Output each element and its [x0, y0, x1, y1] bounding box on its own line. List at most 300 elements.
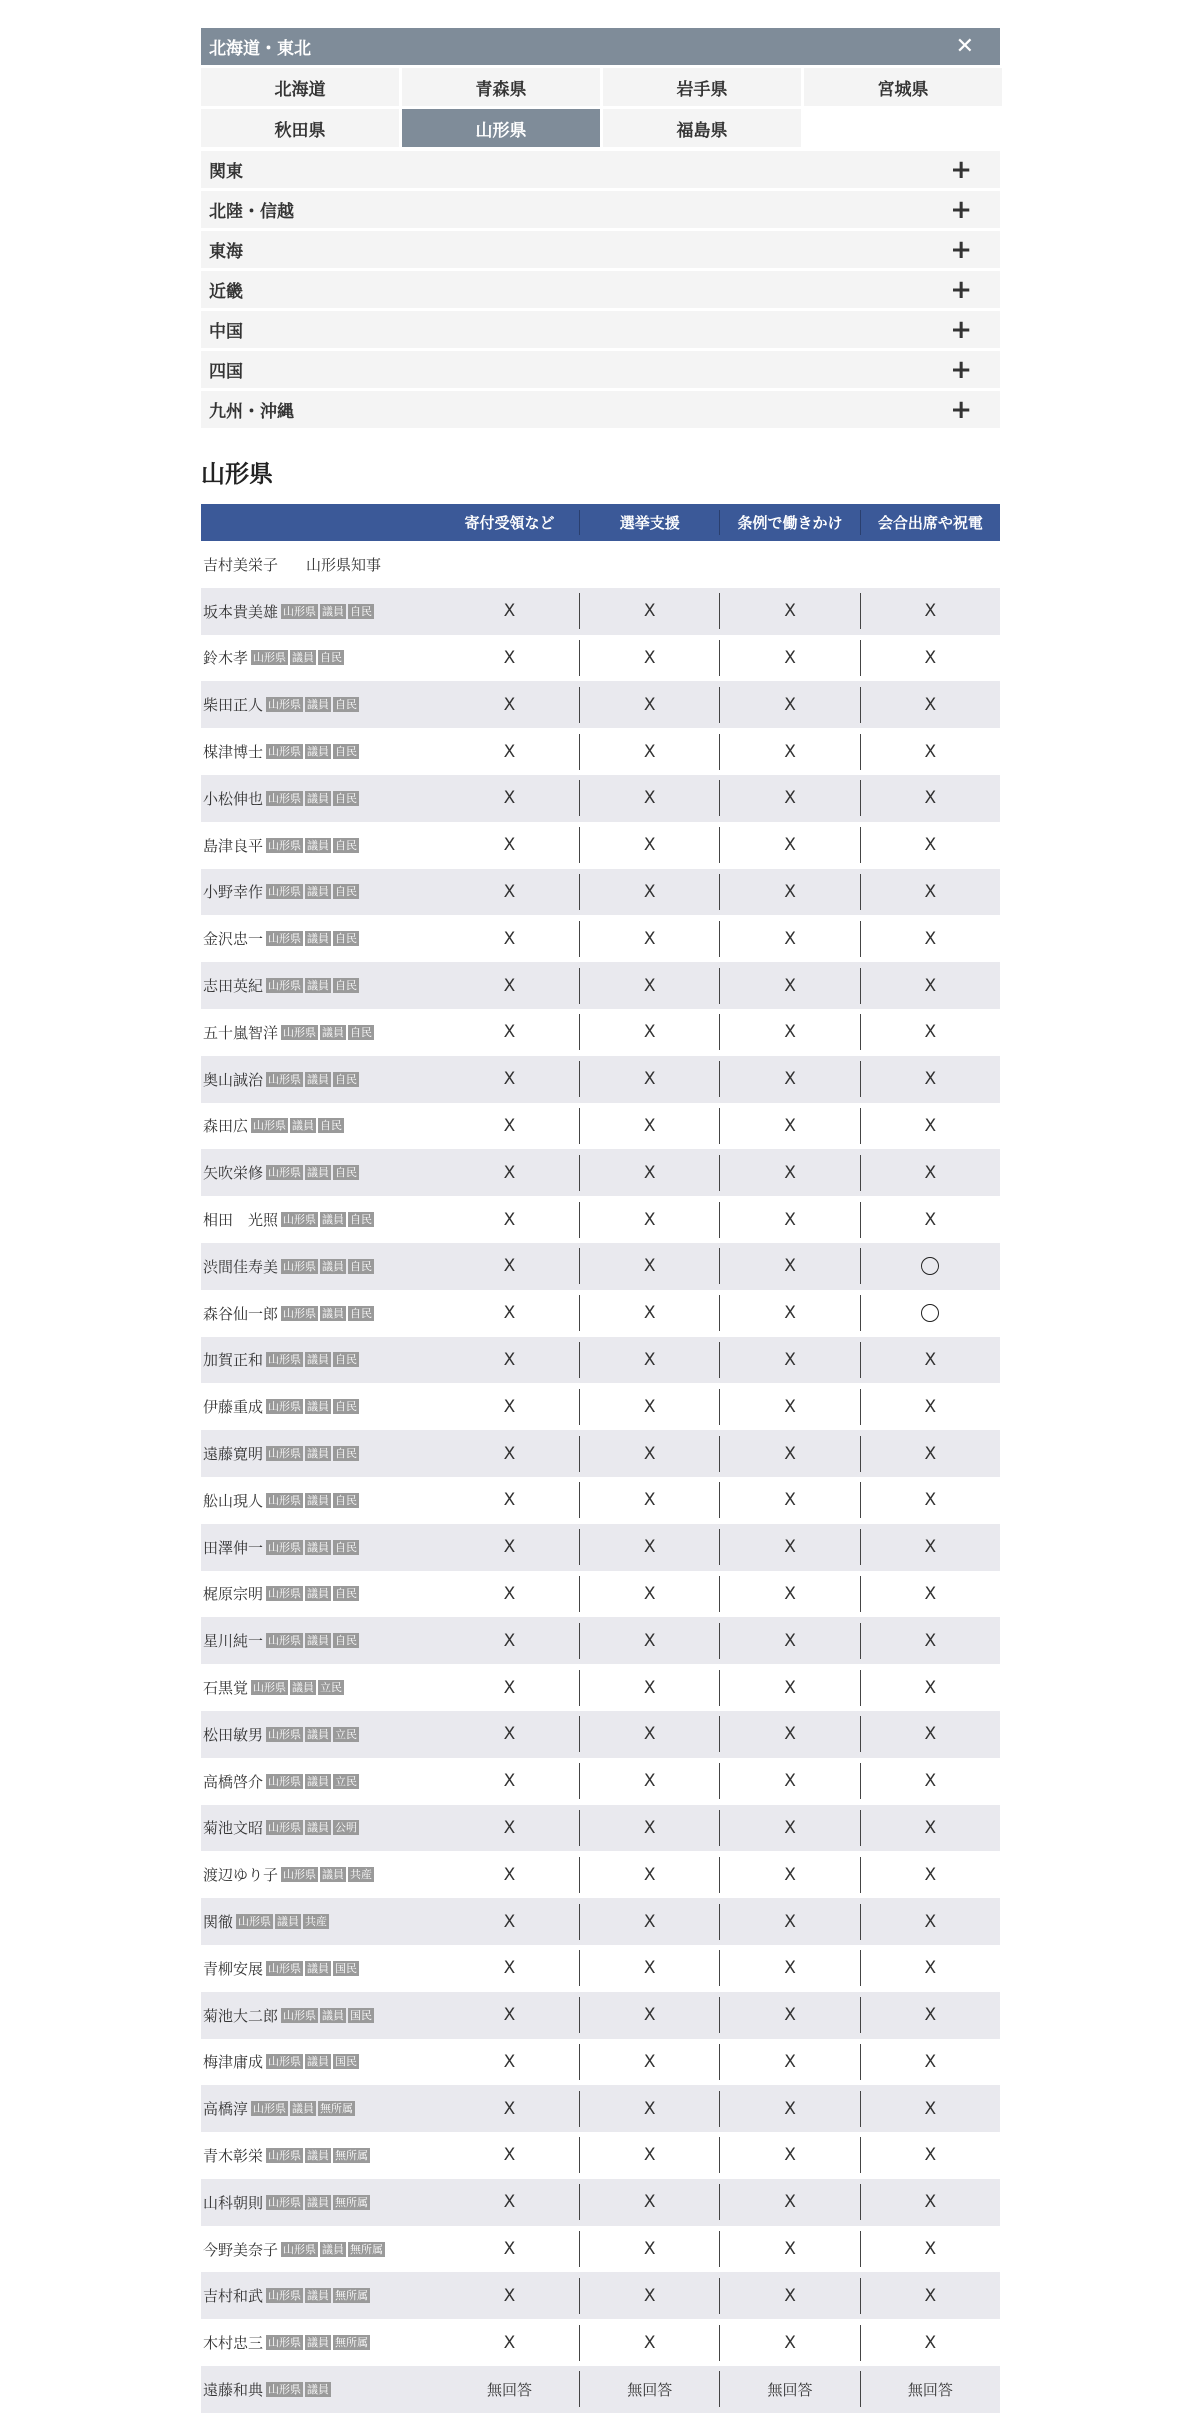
- table-row: [201, 1243, 1000, 1290]
- table-row: [201, 635, 1000, 682]
- member-name: 青木彰栄: [203, 2146, 264, 2165]
- close-icon[interactable]: ✕: [955, 33, 974, 59]
- cross-mark: X: [924, 1396, 937, 1417]
- answer-cell: [861, 648, 1000, 668]
- answer-cell: [580, 2005, 719, 2025]
- cross-mark: X: [503, 1396, 516, 1417]
- table-row: [201, 728, 1000, 775]
- answer-cell: [720, 2099, 859, 2119]
- circle-mark-icon: [921, 1257, 939, 1275]
- answer-cell: [861, 976, 1000, 996]
- prefecture-button[interactable]: 岩手県: [603, 68, 801, 106]
- answer-cell: [440, 2239, 579, 2259]
- cross-mark: X: [503, 2145, 516, 2166]
- member-tag: 山形県: [268, 1961, 302, 1975]
- table-row: [201, 2179, 1000, 2226]
- stance-table: [201, 504, 1000, 2413]
- cross-mark: X: [924, 2098, 937, 2119]
- cross-mark: X: [924, 741, 937, 762]
- member-tag: 議員: [322, 1259, 345, 1273]
- member-tag: 議員: [277, 1915, 300, 1928]
- answer-cell: [861, 1724, 1000, 1744]
- answer-cell: [440, 1537, 579, 1557]
- table-row: [201, 1898, 1000, 1945]
- cross-mark: X: [643, 1630, 656, 1651]
- cross-mark: X: [643, 1396, 656, 1417]
- member-name-cell: [201, 975, 440, 996]
- region-header-collapsed[interactable]: [201, 311, 1000, 348]
- member-name-cell: [201, 1256, 440, 1277]
- member-name-cell: [201, 2005, 440, 2026]
- member-tag: 山形県: [268, 1774, 302, 1788]
- cross-mark: X: [503, 2285, 516, 2306]
- member-name-cell: [201, 647, 440, 668]
- member-tag: 無所属: [335, 2148, 369, 2162]
- cross-mark: X: [924, 1677, 937, 1698]
- member-tag: 山形県: [283, 1306, 317, 1320]
- table-row: [201, 822, 1000, 869]
- cross-mark: X: [503, 1490, 516, 1511]
- member-name-cell: [201, 1396, 440, 1417]
- answer-cell: [720, 2286, 859, 2306]
- answer-cell: [440, 742, 579, 762]
- member-tag: 山形県: [253, 1681, 287, 1695]
- answer-cell: [580, 929, 719, 949]
- answer-cell: [580, 1865, 719, 1885]
- prefecture-button[interactable]: 山形県: [402, 109, 600, 147]
- cross-mark: X: [503, 1911, 516, 1932]
- cross-mark: X: [784, 1817, 796, 1838]
- answer-cell: [580, 2192, 719, 2212]
- member-tag: 議員: [307, 745, 330, 759]
- answer-cell: [580, 2379, 719, 2400]
- member-tag: 議員: [307, 1821, 330, 1835]
- table-row: [201, 1149, 1000, 1196]
- cross-mark: X: [503, 2239, 516, 2260]
- member-tag: 山形県: [268, 1540, 302, 1554]
- member-name-cell: [201, 1724, 440, 1745]
- member-tag: 山形県: [268, 838, 302, 852]
- member-tag: 議員: [307, 2289, 330, 2303]
- region-label: 北海道・東北: [209, 39, 311, 59]
- cross-mark: X: [784, 741, 796, 762]
- cross-mark: X: [503, 928, 516, 949]
- table-row: [201, 1945, 1000, 1992]
- member-tag: 自民: [335, 838, 358, 852]
- member-tag: 自民: [335, 932, 358, 946]
- region-header-collapsed[interactable]: [201, 191, 1000, 228]
- member-tag: 山形県: [268, 791, 302, 805]
- member-tag: 自民: [335, 698, 358, 712]
- cross-mark: X: [784, 2192, 796, 2213]
- cross-mark: X: [643, 2098, 656, 2119]
- cross-mark: X: [643, 2005, 656, 2026]
- cross-mark: X: [503, 741, 516, 762]
- answer-cell: [440, 2005, 579, 2025]
- answer-cell: [861, 1444, 1000, 1464]
- answer-cell: [440, 1865, 579, 1885]
- governor-name: 吉村美栄子: [203, 555, 279, 574]
- cross-mark: X: [503, 1630, 516, 1651]
- answer-cell: [440, 1397, 579, 1417]
- governor-name-cell: [201, 554, 441, 575]
- no-answer-text: 無回答: [907, 2380, 953, 2399]
- member-name: 遠藤和典: [203, 2380, 264, 2399]
- cross-mark: X: [643, 741, 656, 762]
- member-name: 梅津庸成: [203, 2053, 264, 2072]
- plus-icon[interactable]: +: [950, 394, 972, 425]
- table-row: [201, 2272, 1000, 2319]
- member-tag: 自民: [335, 1400, 358, 1414]
- answer-cell: [440, 1490, 579, 1510]
- answer-cell: [440, 976, 579, 996]
- answer-cell: [720, 1303, 859, 1323]
- cross-mark: X: [643, 1958, 656, 1979]
- member-name: 石黒覚: [203, 1679, 249, 1698]
- cross-mark: X: [924, 2005, 937, 2026]
- plus-icon[interactable]: +: [950, 234, 972, 265]
- answer-cell: [440, 1912, 579, 1932]
- cross-mark: X: [924, 2145, 937, 2166]
- answer-cell: [720, 1818, 859, 1838]
- cross-mark: X: [784, 881, 796, 902]
- table-row: [201, 915, 1000, 962]
- cross-mark: X: [503, 1958, 516, 1979]
- member-name: 島津良平: [203, 836, 264, 855]
- cross-mark: X: [784, 1303, 796, 1324]
- region-header-open[interactable]: [201, 28, 1000, 65]
- cross-mark: X: [784, 975, 796, 996]
- region-accordion-hokkaido-tohoku: [201, 28, 1000, 147]
- answer-cell: [440, 695, 579, 715]
- cross-mark: X: [924, 647, 937, 668]
- answer-cell: [440, 2333, 579, 2353]
- member-tag: 議員: [322, 604, 345, 618]
- cross-mark: X: [784, 1864, 796, 1885]
- region-label: 東海: [209, 242, 243, 262]
- answer-cell: [720, 1397, 859, 1417]
- cross-mark: X: [924, 2332, 937, 2353]
- answer-cell: [580, 1444, 719, 1464]
- member-tag: 自民: [350, 1259, 373, 1273]
- member-tag: 議員: [307, 1540, 330, 1554]
- region-header-collapsed[interactable]: [201, 271, 1000, 308]
- member-tag: 無所属: [320, 2102, 354, 2116]
- table-row: [201, 2366, 1000, 2413]
- answer-cell: [580, 601, 719, 621]
- cross-mark: X: [784, 835, 796, 856]
- cross-mark: X: [643, 1864, 656, 1885]
- cross-mark: X: [503, 1724, 516, 1745]
- cross-mark: X: [924, 928, 937, 949]
- cross-mark: X: [784, 647, 796, 668]
- member-name: 金沢忠一: [203, 930, 264, 949]
- member-tag: 山形県: [268, 1072, 302, 1086]
- member-name: 梶原宗明: [203, 1585, 264, 1604]
- member-name: 菊池大二郎: [203, 2006, 279, 2025]
- cross-mark: X: [924, 835, 937, 856]
- cross-mark: X: [784, 1396, 796, 1417]
- section-title: 山形県: [201, 460, 273, 488]
- cross-mark: X: [503, 1771, 516, 1792]
- member-name-cell: [201, 2379, 440, 2400]
- cross-mark: X: [784, 1630, 796, 1651]
- answer-cell: [861, 2005, 1000, 2025]
- answer-cell: [580, 835, 719, 855]
- plus-icon[interactable]: +: [950, 274, 972, 305]
- member-tag: 自民: [335, 1540, 358, 1554]
- answer-cell: [440, 788, 579, 808]
- table-row: [201, 1664, 1000, 1711]
- member-name-cell: [201, 1583, 440, 1604]
- answer-cell: [580, 1303, 719, 1323]
- answer-cell: [861, 1912, 1000, 1932]
- answer-cell: [861, 929, 1000, 949]
- prefecture-button[interactable]: 福島県: [603, 109, 801, 147]
- member-tag: 公明: [335, 1821, 358, 1835]
- table-row: [201, 2319, 1000, 2366]
- cross-mark: X: [784, 1115, 796, 1136]
- cross-mark: X: [643, 1443, 656, 1464]
- cross-mark: X: [643, 1677, 656, 1698]
- member-tag: 議員: [307, 1774, 330, 1788]
- answer-cell: [580, 695, 719, 715]
- member-tag: 自民: [350, 1025, 373, 1039]
- member-name: 田澤伸一: [203, 1538, 264, 1557]
- header-name-column: [201, 504, 440, 541]
- member-name-cell: [201, 601, 440, 622]
- member-name: 青柳安展: [203, 1959, 264, 1978]
- answer-cell: [861, 1537, 1000, 1557]
- answer-cell: [580, 976, 719, 996]
- answer-cell: [580, 1397, 719, 1417]
- cross-mark: X: [924, 601, 937, 622]
- cross-mark: X: [643, 1490, 656, 1511]
- cross-mark: X: [784, 2051, 796, 2072]
- member-tag: 山形県: [283, 1025, 317, 1039]
- member-tag: 議員: [307, 2148, 330, 2162]
- cross-mark: X: [784, 1771, 796, 1792]
- answer-cell: [580, 1350, 719, 1370]
- plus-icon[interactable]: +: [950, 154, 972, 185]
- member-tag: 議員: [307, 2055, 330, 2069]
- table-row: [201, 1571, 1000, 1618]
- region-header-collapsed[interactable]: [201, 351, 1000, 388]
- prefecture-button[interactable]: 宮城県: [804, 68, 1002, 106]
- answer-cell: [861, 2379, 1000, 2400]
- answer-cell: [720, 882, 859, 902]
- table-row: [201, 869, 1000, 916]
- member-name-cell: [201, 1630, 440, 1651]
- cross-mark: X: [784, 2239, 796, 2260]
- answer-cell: [720, 1444, 859, 1464]
- table-row: [201, 1805, 1000, 1852]
- member-tag: 自民: [350, 604, 373, 618]
- answer-cell: [580, 742, 719, 762]
- answer-cell: [580, 648, 719, 668]
- table-row: [201, 2132, 1000, 2179]
- cross-mark: X: [784, 694, 796, 715]
- cross-mark: X: [924, 1911, 937, 1932]
- member-tag: 議員: [307, 1727, 330, 1741]
- member-tag: 山形県: [268, 1634, 302, 1648]
- member-name: 奥山誠治: [203, 1070, 264, 1089]
- member-name-cell: [201, 1677, 440, 1698]
- plus-icon[interactable]: +: [950, 354, 972, 385]
- answer-cell: [861, 2145, 1000, 2165]
- answer-cell: [720, 1116, 859, 1136]
- answer-cell: [720, 1724, 859, 1744]
- answer-cell: [580, 788, 719, 808]
- cross-mark: X: [643, 2192, 656, 2213]
- answer-cell: [861, 1210, 1000, 1230]
- cross-mark: X: [784, 928, 796, 949]
- no-answer-text: 無回答: [767, 2380, 813, 2399]
- answer-cell: [440, 2052, 579, 2072]
- cross-mark: X: [503, 2005, 516, 2026]
- member-name-cell: [201, 1443, 440, 1464]
- member-tag: 議員: [292, 1119, 315, 1133]
- answer-cell: [861, 1257, 1000, 1275]
- cross-mark: X: [784, 1069, 796, 1090]
- plus-icon[interactable]: +: [950, 194, 972, 225]
- header-ordinance: 条例で働きかけ: [737, 514, 843, 532]
- member-name: 伊藤重成: [203, 1398, 264, 1417]
- answer-cell: [861, 1022, 1000, 1042]
- member-tag: 無所属: [335, 2195, 369, 2209]
- answer-cell: [720, 1537, 859, 1557]
- region-label: 北陸・信越: [209, 202, 294, 222]
- plus-icon[interactable]: +: [950, 314, 972, 345]
- member-tag: 国民: [335, 1961, 358, 1975]
- member-tag: 自民: [335, 1493, 358, 1507]
- member-tag: 議員: [307, 2336, 330, 2350]
- cross-mark: X: [924, 2285, 937, 2306]
- cross-mark: X: [643, 1209, 656, 1230]
- table-row: [201, 1290, 1000, 1337]
- region-header-collapsed[interactable]: [201, 151, 1000, 188]
- member-name: 小松伸也: [203, 789, 264, 808]
- member-name-cell: [201, 2145, 440, 2166]
- table-row: [201, 1383, 1000, 1430]
- member-tag: 議員: [322, 1306, 345, 1320]
- member-tag: 共産: [350, 1868, 373, 1882]
- table-row: [201, 2085, 1000, 2132]
- answer-cell: [861, 2052, 1000, 2072]
- cross-mark: X: [643, 881, 656, 902]
- member-name-cell: [201, 1303, 440, 1324]
- cross-mark: X: [643, 1537, 656, 1558]
- member-name-cell: [201, 2098, 440, 2119]
- answer-cell: [580, 1912, 719, 1932]
- member-tag: 山形県: [268, 1727, 302, 1741]
- header-meetings: 会合出席や祝電: [877, 514, 983, 532]
- member-name-cell: [201, 1537, 440, 1558]
- answer-cell: [861, 1865, 1000, 1885]
- cross-mark: X: [503, 601, 516, 622]
- cross-mark: X: [784, 1443, 796, 1464]
- answer-cell: [580, 2333, 719, 2353]
- member-tag: 議員: [322, 1868, 345, 1882]
- answer-cell: [580, 2099, 719, 2119]
- member-name: 矢吹栄修: [203, 1164, 264, 1183]
- table-row: [201, 1430, 1000, 1477]
- member-name: 関徹: [203, 1913, 234, 1931]
- cross-mark: X: [643, 1162, 656, 1183]
- answer-cell: [440, 1958, 579, 1978]
- answer-cell: [861, 835, 1000, 855]
- region-header-collapsed[interactable]: [201, 391, 1000, 428]
- member-tag: 議員: [307, 1493, 330, 1507]
- cross-mark: X: [503, 694, 516, 715]
- member-name-cell: [201, 2192, 440, 2213]
- member-name: 吉村和武: [203, 2287, 264, 2306]
- member-tag: 議員: [307, 885, 330, 899]
- answer-cell: [440, 648, 579, 668]
- member-name-cell: [201, 2332, 440, 2353]
- member-name-cell: [201, 1115, 440, 1136]
- table-header: [201, 504, 1000, 541]
- member-tag: 議員: [307, 1634, 330, 1648]
- member-name: 相田 光照: [203, 1211, 279, 1230]
- answer-cell: [440, 1022, 579, 1042]
- member-tag: 立民: [335, 1727, 358, 1741]
- answer-cell: [440, 2192, 579, 2212]
- answer-cell: [580, 1724, 719, 1744]
- member-name: 舩山現人: [203, 1491, 264, 1510]
- table-row: [201, 1992, 1000, 2039]
- prefecture-button[interactable]: 秋田県: [201, 109, 399, 147]
- answer-cell: [440, 2099, 579, 2119]
- answer-cell: [440, 1444, 579, 1464]
- cross-mark: X: [924, 1022, 937, 1043]
- collapsed-region-list: [201, 151, 1000, 428]
- cross-mark: X: [784, 1583, 796, 1604]
- cross-mark: X: [643, 1817, 656, 1838]
- cross-mark: X: [924, 1771, 937, 1792]
- answer-cell: [861, 2333, 1000, 2353]
- answer-cell: [861, 1350, 1000, 1370]
- answer-cell: [440, 2379, 579, 2400]
- answer-cell: [720, 1865, 859, 1885]
- answer-cell: [861, 788, 1000, 808]
- member-name-cell: [201, 1022, 440, 1043]
- circle-mark-icon: [921, 1304, 939, 1322]
- table-row: [201, 1617, 1000, 1664]
- cross-mark: X: [924, 1349, 937, 1370]
- cross-mark: X: [503, 2051, 516, 2072]
- region-header-collapsed[interactable]: [201, 231, 1000, 268]
- prefecture-button[interactable]: 青森県: [402, 68, 600, 106]
- answer-cell: [580, 1116, 719, 1136]
- member-name: 菊池文昭: [203, 1819, 264, 1838]
- cross-mark: X: [784, 2332, 796, 2353]
- cross-mark: X: [643, 1115, 656, 1136]
- prefecture-button[interactable]: 北海道: [201, 68, 399, 106]
- answer-cell: [440, 1724, 579, 1744]
- answer-cell: [720, 1912, 859, 1932]
- answer-cell: [861, 1069, 1000, 1089]
- member-tag: 自民: [350, 1213, 373, 1227]
- member-tag: 自民: [350, 1306, 373, 1320]
- cross-mark: X: [503, 2192, 516, 2213]
- answer-cell: [580, 2286, 719, 2306]
- member-name-cell: [201, 1958, 440, 1979]
- cross-mark: X: [784, 1162, 796, 1183]
- member-tag: 山形県: [268, 698, 302, 712]
- answer-cell: [440, 835, 579, 855]
- cross-mark: X: [784, 1349, 796, 1370]
